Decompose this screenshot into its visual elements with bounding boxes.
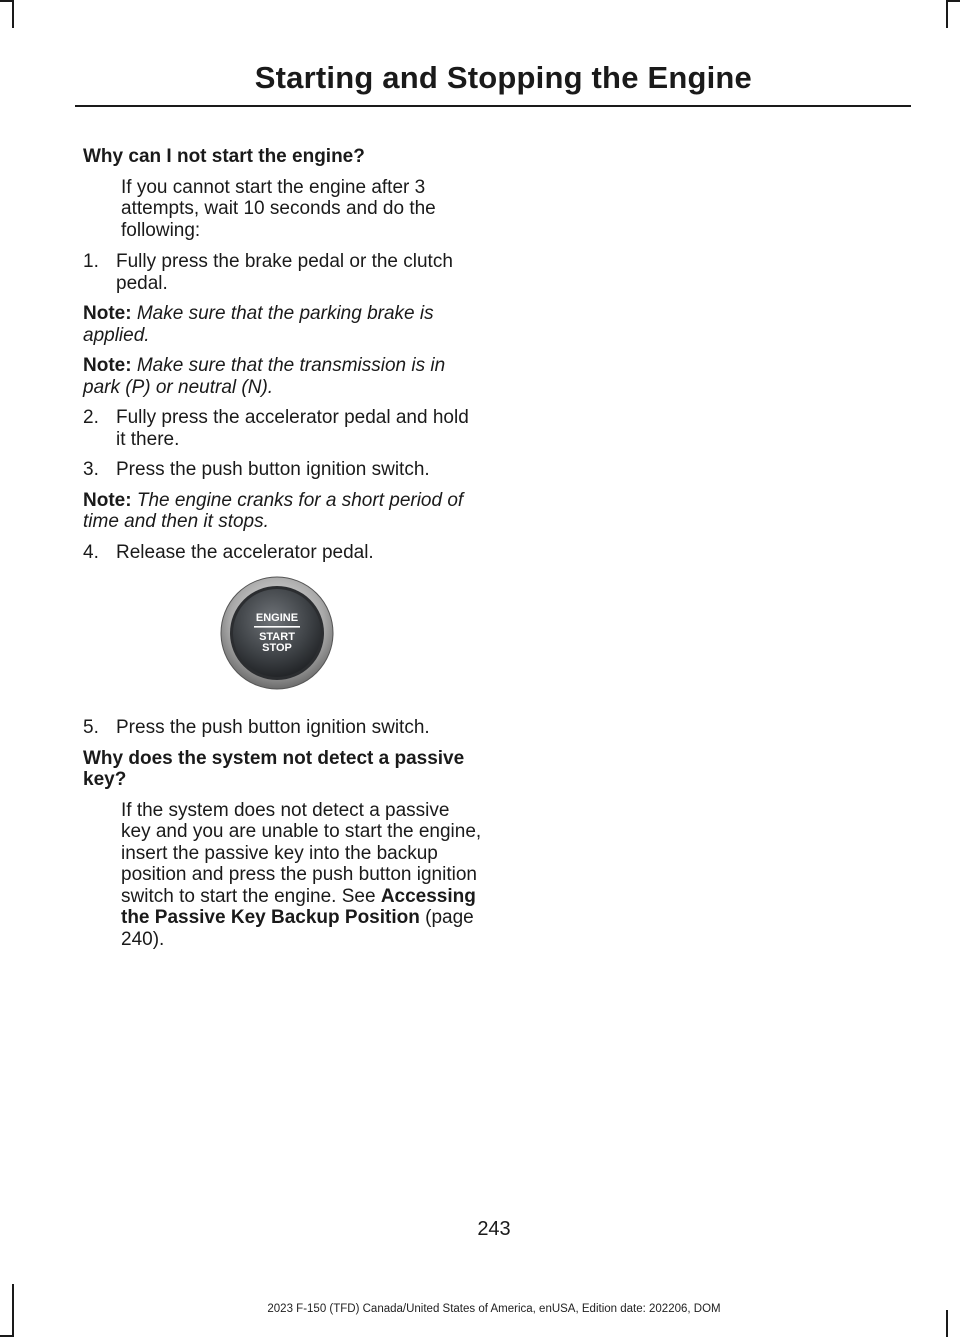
- step-number: 2.: [83, 407, 99, 428]
- button-label-engine: ENGINE: [255, 612, 299, 624]
- section-heading: Why can I not start the engine?: [83, 146, 365, 167]
- crop-mark: [948, 0, 960, 2]
- cross-reference-link[interactable]: Accessing the Passive Key Backup Position: [121, 885, 476, 928]
- intro-paragraph: If you cannot start the engine after 3 attempts, wait 10 seconds and do the following:: [121, 176, 436, 241]
- page-number: 243: [477, 1218, 511, 1240]
- step-5: [83, 717, 483, 739]
- step-text: Release the accelerator pedal.: [116, 541, 374, 563]
- step-text: Fully press the accelerator pedal and hold it there.: [116, 407, 469, 450]
- step-4: [83, 542, 483, 564]
- engine-start-stop-button-icon: [219, 575, 335, 691]
- header-divider: [75, 105, 911, 107]
- button-divider: [254, 626, 300, 628]
- note-label: Note:: [83, 303, 132, 324]
- step-3: [83, 459, 483, 481]
- note-1: [83, 303, 483, 346]
- crop-mark: [946, 0, 948, 28]
- crop-mark: [0, 0, 12, 2]
- step-number: 5.: [83, 717, 99, 738]
- note-3: [83, 490, 483, 533]
- note-text: Make sure that the transmission is in park (P) or neutral (N).: [83, 355, 446, 398]
- note-label: Note:: [83, 355, 132, 376]
- step-number: 3.: [83, 459, 99, 480]
- button-label-stop: STOP: [262, 642, 292, 654]
- note-text: Make sure that the parking brake is applied.: [83, 303, 434, 346]
- step-text: Fully press the brake pedal or the clutch pedal.: [116, 251, 453, 294]
- note-label: Note:: [83, 489, 132, 511]
- body-text: If the system does not detect a passive key and you are unable to start the engine, insert the passive key into the backup position and press the push button ignition switch to start the engine. See: [121, 799, 482, 907]
- engine-button-figure: [83, 579, 483, 697]
- crop-mark: [12, 0, 14, 28]
- step-number: 1.: [83, 251, 99, 272]
- step-text: Press the push button ignition switch.: [116, 717, 430, 738]
- step-1: [83, 251, 483, 294]
- button-label-start: START: [259, 631, 295, 643]
- body-paragraph: [121, 800, 483, 951]
- step-number: 4.: [83, 541, 99, 563]
- section-heading: Why does the system not detect a passive key?: [83, 747, 465, 790]
- note-2: [83, 355, 483, 398]
- body-text: (page 240).: [121, 907, 474, 950]
- page-title: Starting and Stopping the Engine: [254, 60, 752, 95]
- footer-text: 2023 F-150 (TFD) Canada/United States of America, enUSA, Edition date: 202206, DOM: [267, 1303, 721, 1315]
- note-text: The engine cranks for a short period of time and then it stops.: [83, 489, 464, 532]
- step-2: [83, 407, 483, 450]
- step-text: Press the push button ignition switch.: [116, 459, 430, 480]
- content-column: [83, 146, 483, 960]
